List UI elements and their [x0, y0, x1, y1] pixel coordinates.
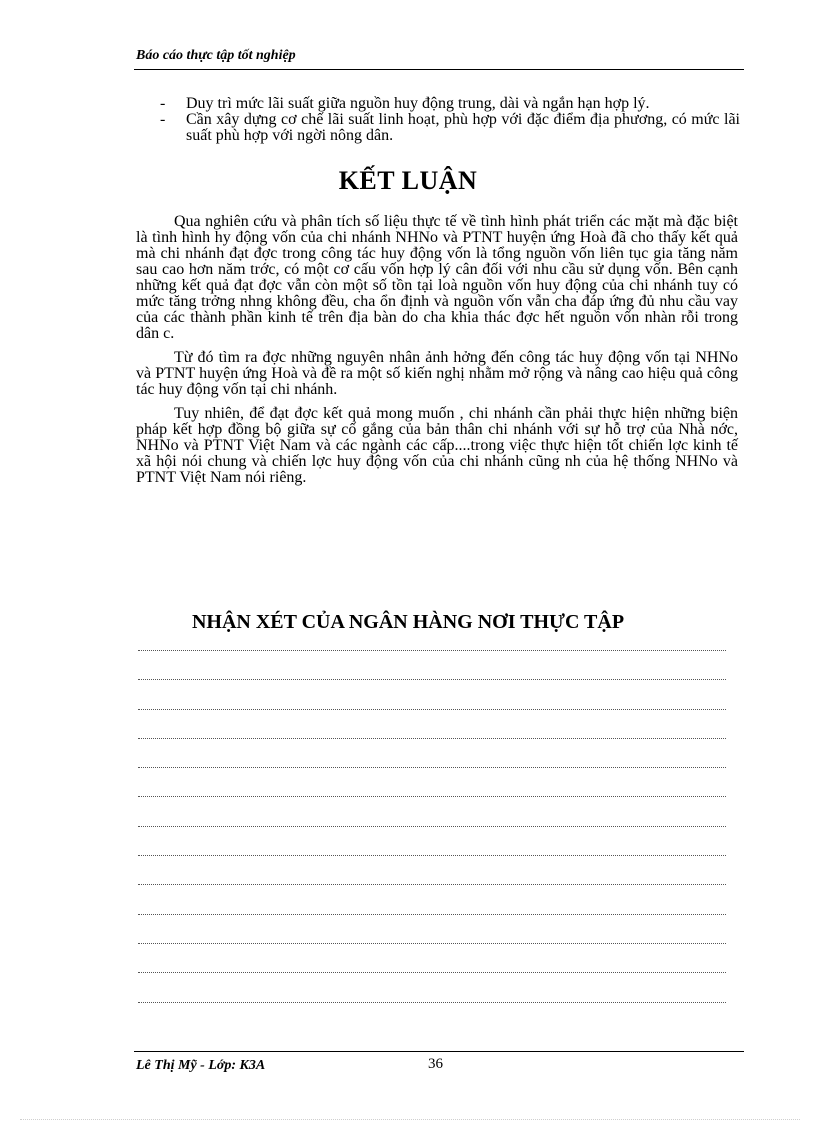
page-header: Báo cáo thực tập tốt nghiệp [136, 48, 296, 63]
bullet-dash: - [160, 111, 166, 128]
dotted-line [138, 767, 726, 768]
section-heading-conclusion: KẾT LUẬN [338, 166, 478, 195]
bullet-dash: - [160, 95, 166, 112]
header-rule [134, 69, 744, 70]
page-number: 36 [428, 1056, 443, 1072]
dotted-line [138, 796, 726, 797]
footer-rule [134, 1051, 744, 1052]
dotted-line [138, 709, 726, 710]
bullet-text: Cần xây dựng cơ chế lãi suất linh hoạt, phù hợp với đặc điểm địa phương, có mức lãi suất phù hợp với ngời nông dân. [186, 111, 740, 144]
bullet-item [160, 96, 740, 112]
page-edge [20, 1119, 800, 1120]
bullet-text: Duy trì mức lãi suất giữa nguồn huy động trung, dài và ngắn hạn hợp lý. [186, 95, 650, 112]
dotted-line [138, 914, 726, 915]
footer-author: Lê Thị Mỹ - Lớp: K3A [136, 1058, 266, 1073]
dotted-line [138, 826, 726, 827]
bullet-list [160, 96, 740, 144]
dotted-line [138, 1002, 726, 1003]
comment-lines [138, 650, 726, 1031]
section-heading-bank-review: NHẬN XÉT CỦA NGÂN HÀNG NƠI THỰC TẬP [191, 611, 625, 633]
dotted-line [138, 738, 726, 739]
dotted-line [138, 943, 726, 944]
dotted-line [138, 679, 726, 680]
dotted-line [138, 884, 726, 885]
paragraph: Qua nghiên cứu và phân tích số liệu thực tế về tình hình phát triển các mặt mà đặc biệt là tình hình hy động vốn của chi nhánh NHNo và PTNT huyện ứng Hoà đã cho thấy kết quả mà chi nhánh đạt đợc trong công tác huy động vốn là tổng nguồn vốn liên tục gia tăng năm sau cao hơn năm trớc, có một cơ cấu vốn hợp lý cân đối với nhu cầu sử dụng vốn. Bên cạnh những kết quả đạt đợc vẫn còn một số tồn tại loà nguồn vốn huy động của chi nhánh tuy có mức tăng trởng nhng không đều, cha ổn định và nguồn vốn vẫn cha đáp ứng đủ nhu cầu vay của các thành phần kinh tế trên địa bàn do cha khia thác đợc hết nguồn vốn nhàn rỗi trong dân c. [136, 213, 738, 342]
paragraph: Từ đó tìm ra đợc những nguyên nhân ảnh hởng đến công tác huy động vốn tại NHNo và PTNT huyện ứng Hoà và đề ra một số kiến nghị nhằm mở rộng và nâng cao hiệu quả công tác huy động vốn tại chi nhánh. [136, 349, 738, 398]
dotted-line [138, 855, 726, 856]
dotted-line [138, 972, 726, 973]
paragraph: Tuy nhiên, để đạt đợc kết quả mong muốn , chi nhánh cần phải thực hiện những biện pháp kết hợp đồng bộ giữa sự cố gắng của bản thân chi nhánh với sự hỗ trợ của Nhà nớc, NHNo và PTNT Việt Nam và các ngành các cấp....trong việc thực hiện tốt chiến lợc kinh tế xã hội nói chung và chiến lợc huy động vốn của chi nhánh cũng nh của hệ thống NHNo và PTNT Việt Nam nói riêng. [136, 405, 738, 486]
conclusion-body [136, 214, 738, 494]
dotted-line [138, 650, 726, 651]
bullet-item [160, 112, 740, 144]
